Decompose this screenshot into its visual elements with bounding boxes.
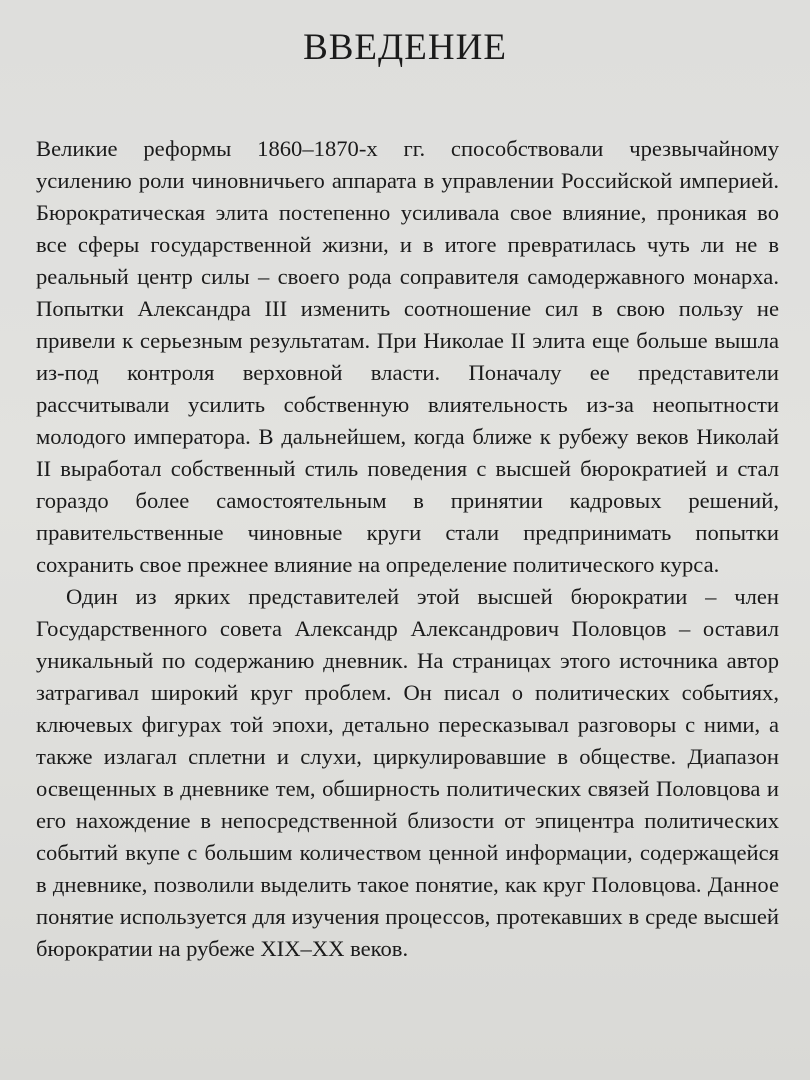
body-text xyxy=(36,133,779,965)
paragraph-2: Один из ярких представителей этой высшей бюрократии – член Государственного совета Александр Александрович Половцов – оставил уникальный по содержанию дневник. На страницах этого источника автор затрагивал широкий круг проблем. Он писал о политических событиях, ключевых фигурах той эпохи, детально пересказывал разговоры с ними, а также излагал сплетни и слухи, циркулировавшие в обществе. Диапазон освещенных в дневнике тем, обширность политических связей Половцова и его нахождение в непосредственной близости от эпицентра политических событий вкупе с большим количеством ценной информации, содержащейся в дневнике, позволили выделить такое понятие, как круг Половцова. Данное понятие используется для изучения процессов, протекавших в среде высшей бюрократии на рубеже XIX–XX веков. xyxy=(36,584,779,961)
paragraph-1: Великие реформы 1860–1870-х гг. способствовали чрезвычайному усилению роли чиновничьего аппарата в управлении Российской империей. Бюрократическая элита постепенно усиливала свое влияние, проникая во все сферы государственной жизни, и в итоге превратилась чуть ли не в реальный центр силы – своего рода соправителя самодержавного монарха. Попытки Александра III изменить соотношение сил в свою пользу не привели к серьезным результатам. При Николае II элита еще больше вышла из-под контроля верховной власти. Поначалу ее представители рассчитывали усилить собственную влиятельность из-за неопытности молодого императора. В дальнейшем, когда ближе к рубежу веков Николай II выработал собственный стиль поведения с высшей бюрократией и стал гораздо более самостоятельным в принятии кадровых решений, правительственные чиновные круги стали предпринимать попытки сохранить свое прежнее влияние на определение политического курса. xyxy=(36,136,779,577)
page-title: ВВЕДЕНИЕ xyxy=(303,27,507,68)
